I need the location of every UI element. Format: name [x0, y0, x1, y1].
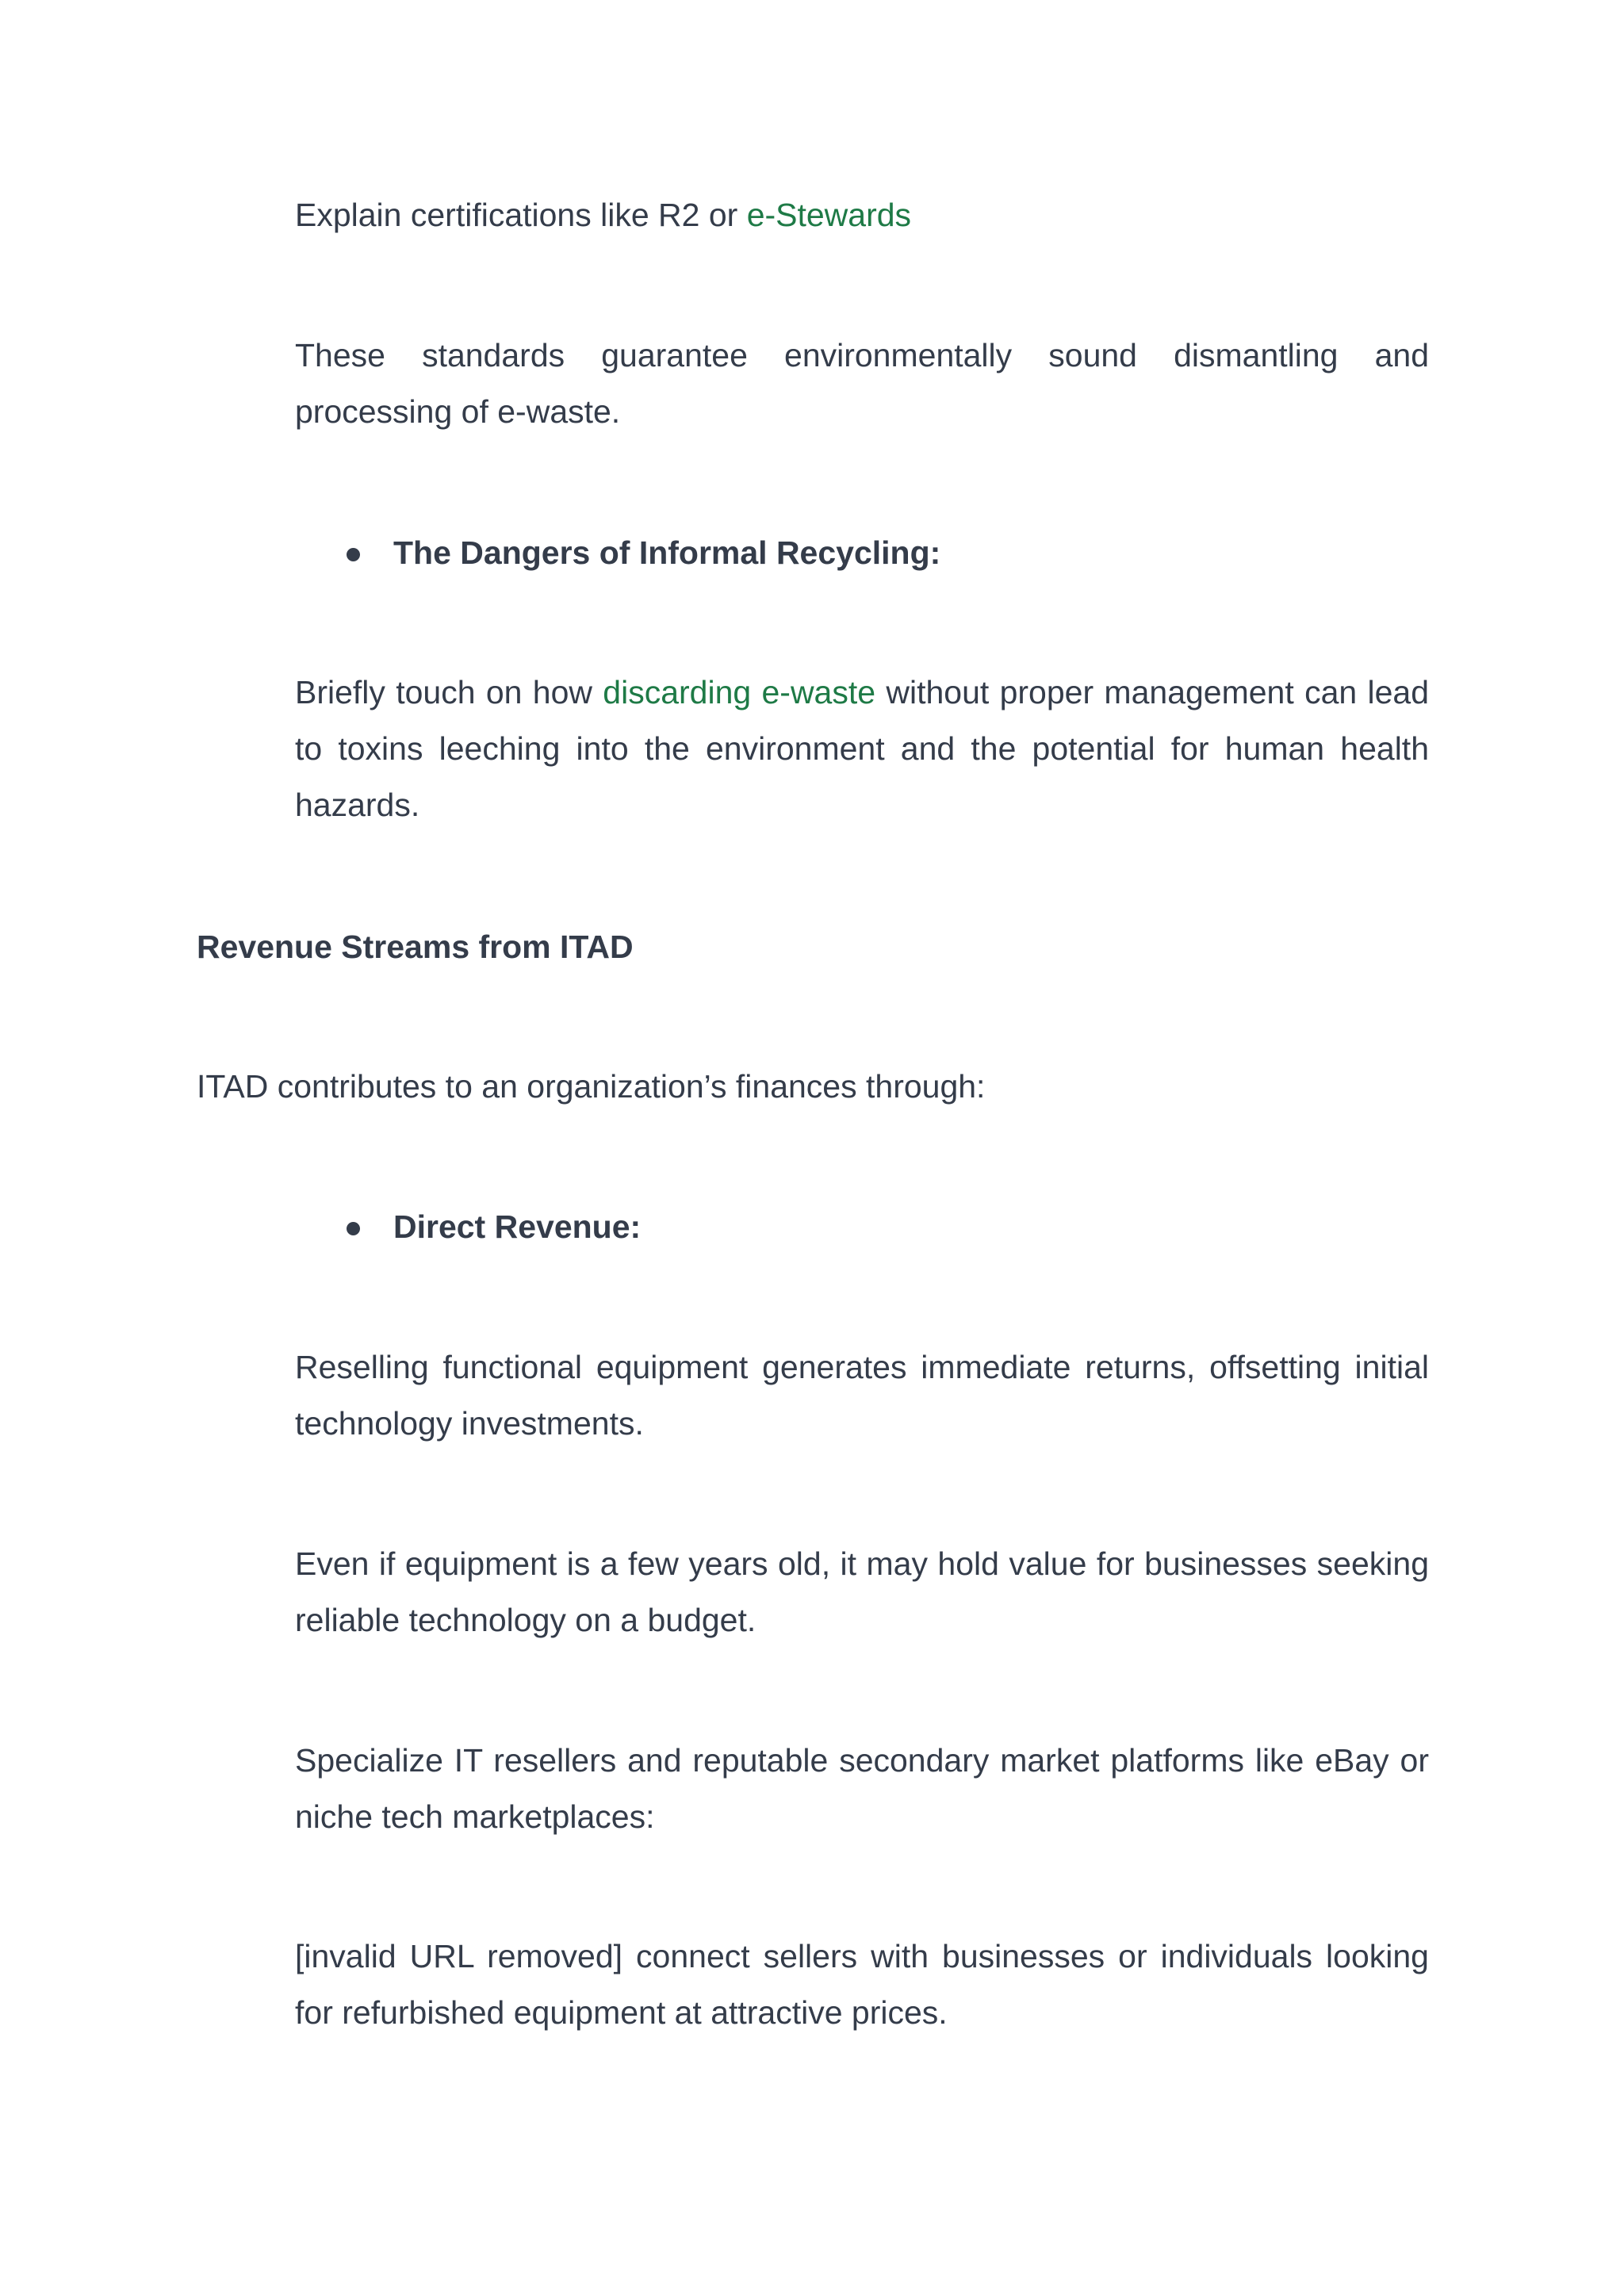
certifications-text: Explain certifications like R2 or	[295, 197, 747, 233]
itad-intro-paragraph: ITAD contributes to an organization’s finances through:	[197, 1068, 986, 1105]
resellers-paragraph: Specialize IT resellers and reputable secondary market platforms like eBay or niche tech marketplaces:	[295, 1742, 1429, 1835]
equipment-value-paragraph: Even if equipment is a few years old, it may hold value for businesses seeking reliable technology on a budget.	[295, 1545, 1429, 1638]
discarding-e-waste-link[interactable]: discarding e-waste	[603, 674, 876, 710]
bullet-icon	[347, 548, 360, 561]
informal-recycling-text-start: Briefly touch on how	[295, 674, 603, 710]
bullet-icon	[347, 1222, 360, 1235]
certifications-paragraph	[295, 187, 1429, 243]
bullet-informal-recycling-label: The Dangers of Informal Recycling:	[393, 534, 941, 571]
marketplaces-paragraph: [invalid URL removed] connect sellers with businesses or individuals looking for refurbished equipment at attractive prices.	[295, 1938, 1429, 2031]
standards-paragraph: These standards guarantee environmentally sound dismantling and processing of e-waste.	[295, 337, 1429, 430]
section-heading: Revenue Streams from ITAD	[197, 929, 634, 965]
informal-recycling-text-end: without proper management can lead to toxins leeching into the environment and the potential for human health hazards.	[295, 674, 1429, 823]
informal-recycling-paragraph	[295, 664, 1429, 833]
e-stewards-link[interactable]: e-Stewards	[746, 197, 912, 233]
reselling-paragraph: Reselling functional equipment generates immediate returns, offsetting initial technology investments.	[295, 1349, 1429, 1442]
bullet-direct-revenue-label: Direct Revenue:	[393, 1208, 642, 1245]
